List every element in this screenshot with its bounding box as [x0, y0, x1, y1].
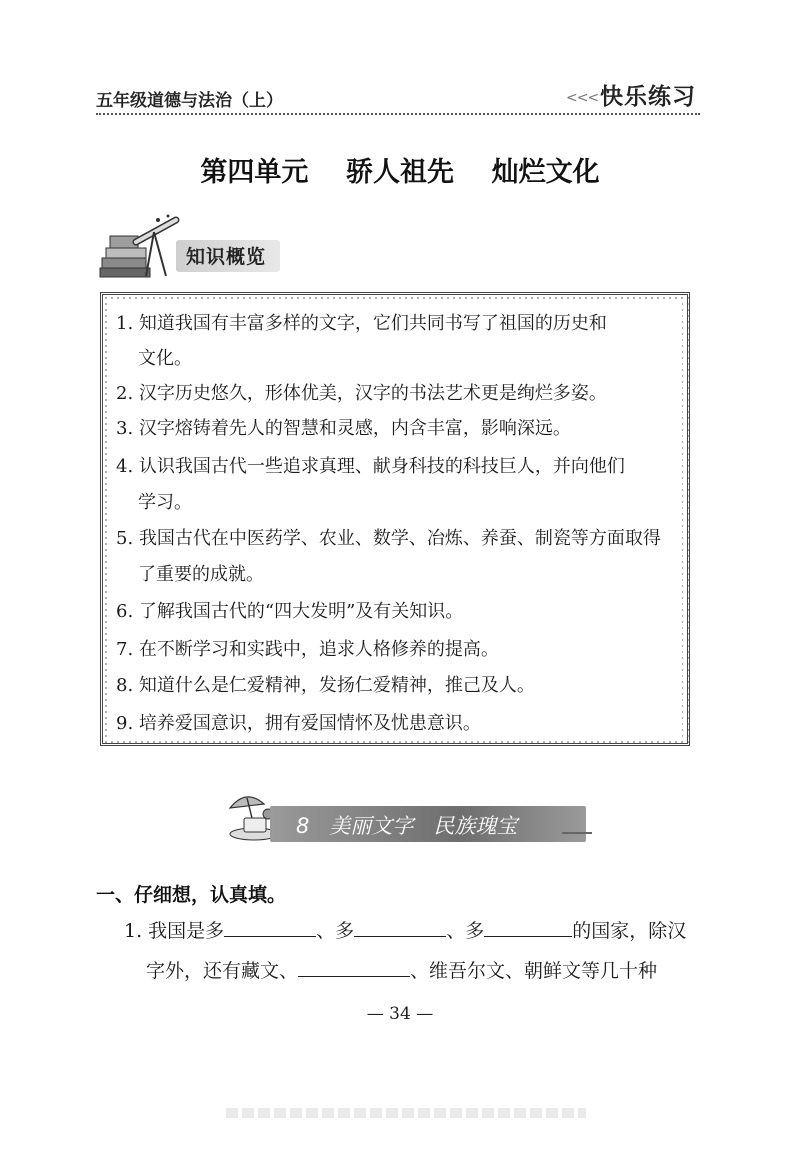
overview-line: 3. 汉字熔铸着先人的智慧和灵感，内含丰富，影响深远。	[116, 418, 571, 439]
overview-line: 6. 了解我国古代的“四大发明”及有关知识。	[116, 601, 464, 622]
section-heading: 一、仔细想，认真填。	[96, 884, 287, 906]
overview-line: 1. 知道我国有丰富多样的文字，它们共同书写了祖国的历史和	[116, 313, 607, 334]
question-text: 1. 我国是多	[124, 920, 225, 942]
lesson-title: 8 美丽文字 民族瑰宝	[296, 814, 518, 838]
question-text: 、多	[316, 920, 355, 942]
question-text: 的国家，除汉	[572, 920, 687, 942]
header-arrows: <<<	[566, 90, 599, 106]
question-1-line-2	[146, 956, 657, 984]
unit-title: 第四单元 骄人祖先 灿烂文化	[200, 157, 600, 188]
page-number: — 34 —	[366, 1004, 434, 1024]
overview-line: 5. 我国古代在中医药学、农业、数学、冶炼、养蚕、制瓷等方面取得	[116, 528, 661, 549]
series-title: 快乐练习	[600, 84, 696, 110]
footer-faint-text	[226, 1108, 586, 1118]
answer-blank-4[interactable]	[298, 956, 410, 977]
book-title: 五年级道德与法治（上）	[96, 91, 283, 111]
answer-blank-2[interactable]	[354, 916, 446, 937]
overview-line: 8. 知道什么是仁爱精神，发扬仁爱精神，推己及人。	[116, 675, 535, 696]
overview-line: 学习。	[138, 492, 192, 513]
answer-blank-3[interactable]	[484, 916, 572, 937]
header-divider	[96, 113, 700, 115]
question-text: 字外，还有藏文、	[146, 960, 299, 982]
question-1-line-1	[124, 916, 686, 944]
overview-line: 9. 培养爱国意识，拥有爱国情怀及忧患意识。	[116, 713, 481, 734]
overview-label: 知识概览	[186, 246, 267, 268]
lesson-banner-tail	[562, 832, 592, 834]
overview-line: 了重要的成就。	[138, 564, 264, 585]
overview-line: 文化。	[138, 348, 192, 369]
question-text: 、维吾尔文、朝鲜文等几十种	[410, 960, 658, 982]
overview-content	[108, 300, 682, 738]
overview-line: 4. 认识我国古代一些追求真理、献身科技的科技巨人，并向他们	[116, 456, 625, 477]
answer-blank-1[interactable]	[224, 916, 316, 937]
overview-line: 2. 汉字历史悠久，形体优美，汉字的书法艺术更是绚烂多姿。	[116, 383, 607, 404]
overview-box	[100, 292, 690, 746]
question-text: 、多	[446, 920, 485, 942]
telescope-books-icon	[96, 212, 186, 282]
overview-line: 7. 在不断学习和实践中，追求人格修养的提高。	[116, 639, 499, 660]
